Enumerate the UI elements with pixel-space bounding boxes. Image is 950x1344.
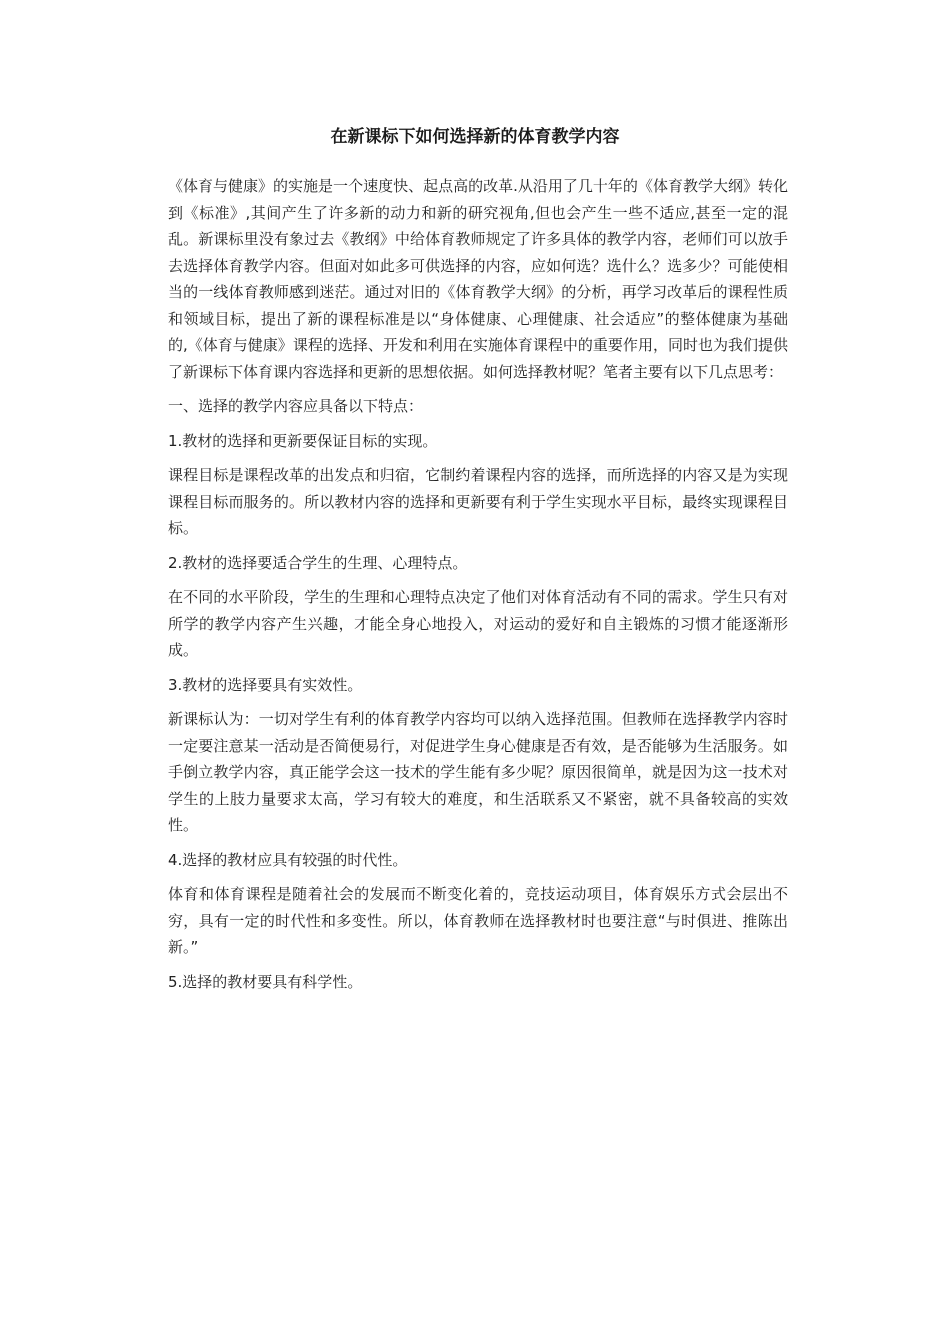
point-2-body: 在不同的水平阶段，学生的生理和心理特点决定了他们对体育活动有不同的需求。学生只有对所学的教学内容产生兴趣，才能全身心地投入，对运动的爱好和自主锻炼的习惯才能逐渐形成。 (168, 588, 788, 659)
document-body (168, 173, 788, 995)
point-4-body: 体育和体育课程是随着社会的发展而不断变化着的，竞技运动项目，体育娱乐方式会层出不穷，具有一定的时代性和多变性。所以，体育教师在选择教材时也要注意“与时俱进、推陈出新。” (168, 885, 788, 956)
point-4-heading: 4.选择的教材应具有较强的时代性。 (168, 850, 408, 869)
section-heading-features: 一、选择的教学内容应具备以下特点： (168, 397, 424, 415)
point-2-heading: 2.教材的选择要适合学生的生理、心理特点。 (168, 553, 468, 572)
point-3-body: 新课标认为：一切对学生有利的体育教学内容均可以纳入选择范围。但教师在选择教学内容时一定要注意某一活动是否简便易行，对促进学生身心健康是否有效，是否能够为生活服务。如手倒立教学内容，真正能学会这一技术的学生能有多少呢？原因很简单，就是因为这一技术对学生的上肢力量要求太高，学习有较大的难度，和生活联系又不紧密，就不具备较高的实效性。 (168, 710, 788, 834)
point-3-heading: 3.教材的选择要具有实效性。 (168, 675, 363, 694)
document-title: 在新课标下如何选择新的体育教学内容 (330, 127, 620, 147)
point-5-heading: 5.选择的教材要具有科学性。 (168, 972, 363, 991)
point-1-heading: 1.教材的选择和更新要保证目标的实现。 (168, 431, 438, 450)
point-1-body: 课程目标是课程改革的出发点和归宿，它制约着课程内容的选择，而所选择的内容又是为实现课程目标而服务的。所以教材内容的选择和更新要有利于学生实现水平目标，最终实现课程目标。 (168, 466, 788, 537)
intro-paragraph: 《体育与健康》的实施是一个速度快、起点高的改革.从沿用了几十年的《体育教学大纲》转化到《标准》,其间产生了许多新的动力和新的研究视角,但也会产生一些不适应,甚至一定的混乱。新课标里没有象过去《教纲》中给体育教师规定了许多具体的教学内容，老师们可以放手去选择体育教学内容。但面对如此多可供选择的内容，应如何选？选什么？选多少？可能使相当的一线体育教师感到迷茫。通过对旧的《体育教学大纲》的分析，再学习改革后的课程性质和领域目标，提出了新的课程标准是以“身体健康、心理健康、社会适应”的整体健康为基础的,《体育与健康》课程的选择、开发和利用在实施体育课程中的重要作用，同时也为我们提供了新课标下体育课内容选择和更新的思想依据。如何选择教材呢？笔者主要有以下几点思考： (168, 177, 788, 381)
